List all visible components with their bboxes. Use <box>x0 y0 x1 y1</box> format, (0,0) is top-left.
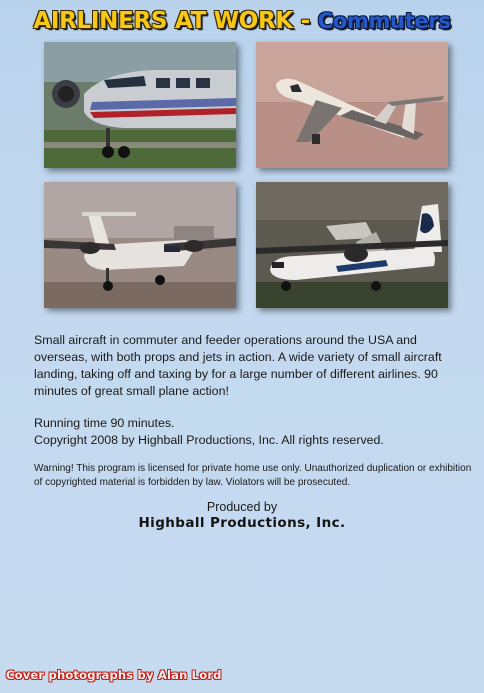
regional-jet-takeoff-icon <box>256 42 448 168</box>
title-main: AIRLINERS AT WORK <box>33 8 293 34</box>
title-subtitle: Commuters <box>317 9 451 33</box>
producer-company: Highball Productions, Inc. <box>138 515 346 531</box>
photo-turboprop-landing <box>44 182 236 308</box>
photo-regional-jet <box>256 42 448 168</box>
title-separator: - <box>300 8 310 34</box>
description-paragraph: Small aircraft in commuter and feeder operations around the USA and overseas, with both props and jets in action. A wide variety of small aircraft landing, taking off and taxing by for a large number of different airlines. 90 minutes of great small plane action! <box>34 333 442 398</box>
legal-warning: Warning! This program is licensed for private home use only. Unauthorized duplication or exhibition of copyrighted material is forbidden by law. Violators will be prosecuted. <box>34 463 472 488</box>
turboprop-taxiing-icon <box>256 182 448 308</box>
running-time: Running time 90 minutes. <box>34 416 175 430</box>
jet-landing-american-icon <box>44 42 236 168</box>
photo-credit: Cover photographs by Alan Lord <box>6 668 222 682</box>
running-time-block <box>34 415 474 449</box>
cover-title <box>0 8 484 34</box>
photo-jet-landing <box>44 42 236 168</box>
photo-turboprop-taxiing <box>256 182 448 308</box>
copyright-notice: Copyright 2008 by Highball Productions, Inc. All rights reserved. <box>34 433 384 447</box>
produced-by-label: Produced by <box>206 500 278 514</box>
turboprop-landing-icon <box>44 182 236 308</box>
